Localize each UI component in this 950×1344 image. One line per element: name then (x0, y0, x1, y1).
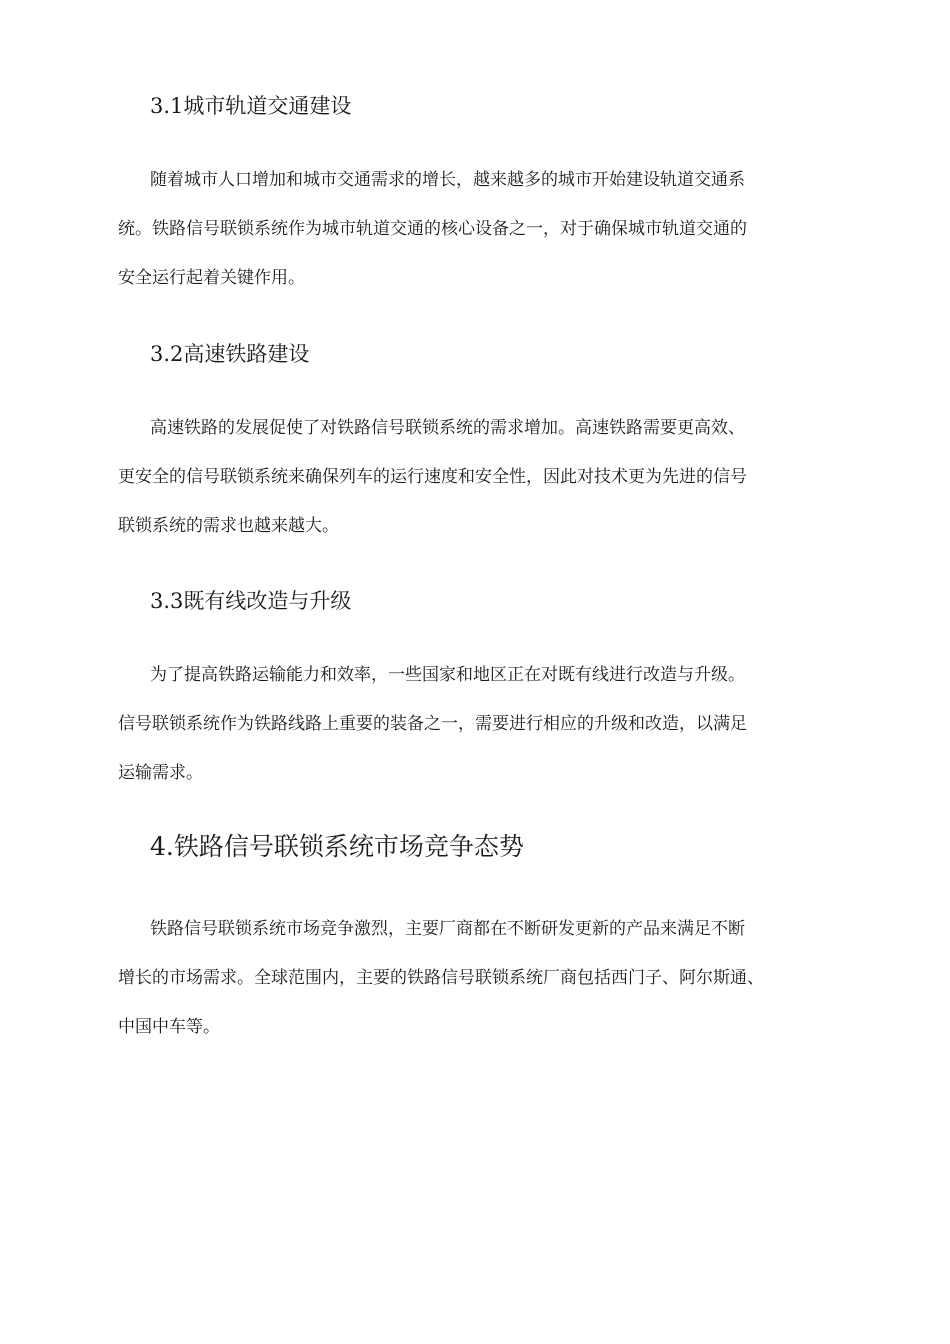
paragraph-line: 信号联锁系统作为铁路线路上重要的装备之一，需要进行相应的升级和改造，以满足 (118, 714, 747, 734)
section-heading-3-3: 3.3既有线改造与升级 (150, 589, 352, 613)
section-heading-3-1: 3.1城市轨道交通建设 (150, 94, 352, 118)
paragraph-line: 随着城市人口增加和城市交通需求的增长，越来越多的城市开始建设轨道交通系 (150, 170, 745, 190)
section-heading-4: 4.铁路信号联锁系统市场竞争态势 (150, 832, 524, 861)
paragraph-line: 运输需求。 (118, 763, 203, 783)
paragraph-line: 联锁系统的需求也越来越大。 (118, 516, 339, 536)
paragraph-line: 更安全的信号联锁系统来确保列车的运行速度和安全性，因此对技术更为先进的信号 (118, 467, 747, 487)
paragraph-line: 安全运行起着关键作用。 (118, 268, 305, 288)
paragraph-line: 增长的市场需求。全球范围内，主要的铁路信号联锁系统厂商包括西门子、阿尔斯通、 (118, 968, 764, 988)
paragraph-line: 中国中车等。 (118, 1017, 220, 1037)
paragraph-line: 统。铁路信号联锁系统作为城市轨道交通的核心设备之一，对于确保城市轨道交通的 (118, 219, 747, 239)
section-heading-3-2: 3.2高速铁路建设 (150, 342, 310, 366)
paragraph-line: 为了提高铁路运输能力和效率，一些国家和地区正在对既有线进行改造与升级。 (150, 665, 745, 685)
paragraph-line: 高速铁路的发展促使了对铁路信号联锁系统的需求增加。高速铁路需要更高效、 (150, 418, 745, 438)
paragraph-line: 铁路信号联锁系统市场竞争激烈，主要厂商都在不断研发更新的产品来满足不断 (150, 919, 745, 939)
